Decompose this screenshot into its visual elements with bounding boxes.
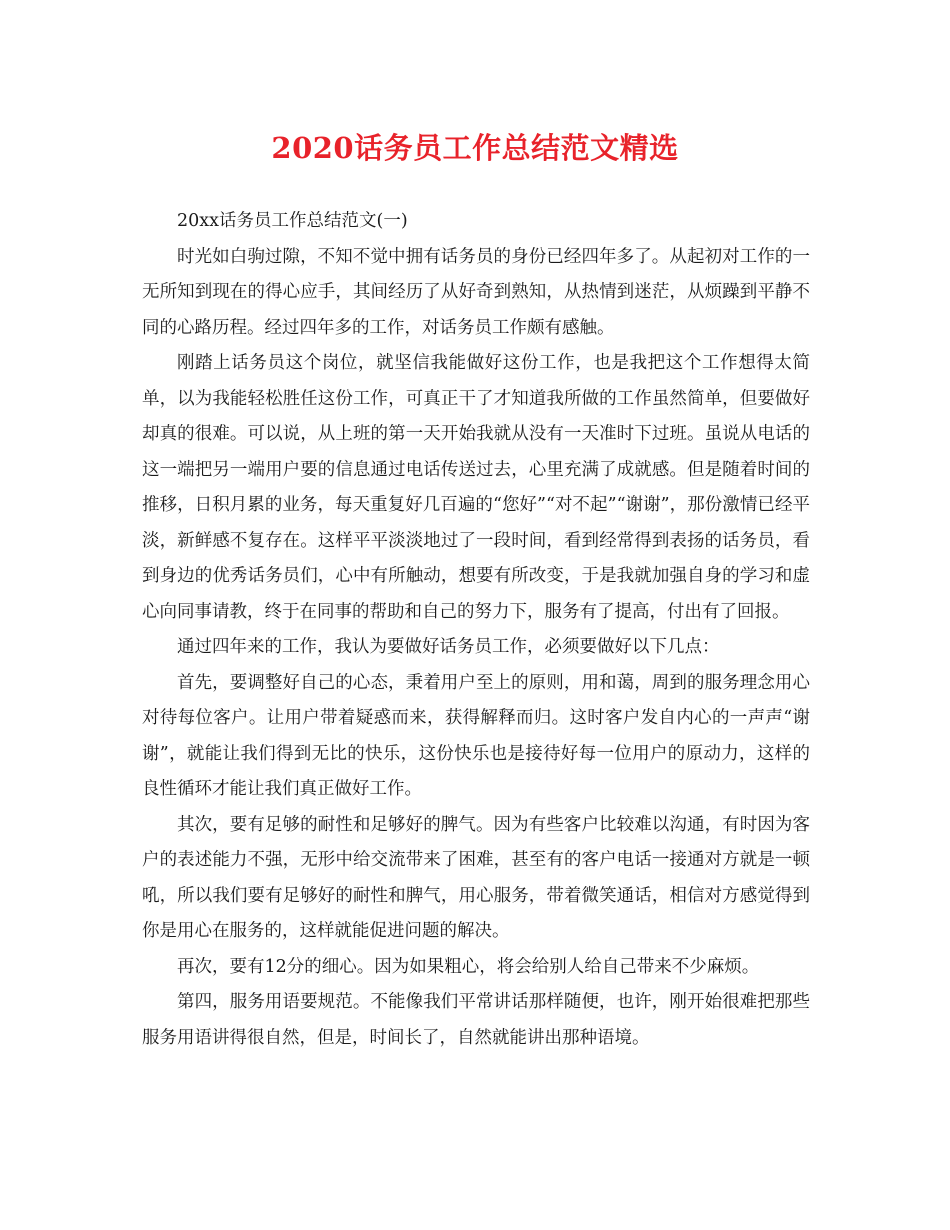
- paragraph: 时光如白驹过隙，不知不觉中拥有话务员的身份已经四年多了。从起初对工作的一无所知到现在的得心应手，其间经历了从好奇到熟知，从热情到迷茫，从烦躁到平静不同的心路历程。经过四年多的工作，对话务员工作颇有感触。: [142, 246, 810, 338]
- paragraph: 刚踏上话务员这个岗位，就坚信我能做好这份工作，也是我把这个工作想得太简单，以为我能轻松胜任这份工作，可真正干了才知道我所做的工作虽然简单，但要做好却真的很难。可以说，从上班的第一天开始我就从没有一天准时下过班。虽说从电话的这一端把另一端用户要的信息通过电话传送过去，心里充满了成就感。但是随着时间的推移，日积月累的业务，每天重复好几百遍的“您好”“对不起”“谢谢”，那份激情已经平淡，新鲜感不复存在。这样平平淡淡地过了一段时间，看到经常得到表扬的话务员，看到身边的优秀话务员们，心中有所触动，想要有所改变，于是我就加强自身的学习和虚心向同事请教，终于在同事的帮助和自己的努力下，服务有了提高，付出有了回报。: [142, 353, 810, 622]
- document-body: [142, 204, 810, 1056]
- paragraph-heading: 20xx话务员工作总结范文(一): [177, 211, 408, 231]
- paragraph: 通过四年来的工作，我认为要做好话务员工作，必须要做好以下几点：: [177, 637, 720, 657]
- paragraph: 第四，服务用语要规范。不能像我们平常讲话那样随便，也许，刚开始很难把那些服务用语讲得很自然，但是，时间长了，自然就能讲出那种语境。: [142, 992, 810, 1048]
- paragraph: 首先，要调整好自己的心态，秉着用户至上的原则，用和蔼，周到的服务理念用心对待每位客户。让用户带着疑惑而来，获得解释而归。这时客户发自内心的一声声“谢谢”，就能让我们得到无比的快乐，这份快乐也是接待好每一位用户的原动力，这样的良性循环才能让我们真正做好工作。: [142, 672, 810, 799]
- paragraph: 其次，要有足够的耐性和足够好的脾气。因为有些客户比较难以沟通，有时因为客户的表述能力不强，无形中给交流带来了困难，甚至有的客户电话一接通对方就是一顿吼，所以我们要有足够好的耐性和脾气，用心服务，带着微笑通话，相信对方感觉得到你是用心在服务的，这样就能促进问题的解决。: [142, 814, 810, 941]
- paragraph: 再次，要有12分的细心。因为如果粗心，将会给别人给自己带来不少麻烦。: [177, 956, 760, 977]
- document-title: 2020话务员工作总结范文精选: [271, 131, 679, 165]
